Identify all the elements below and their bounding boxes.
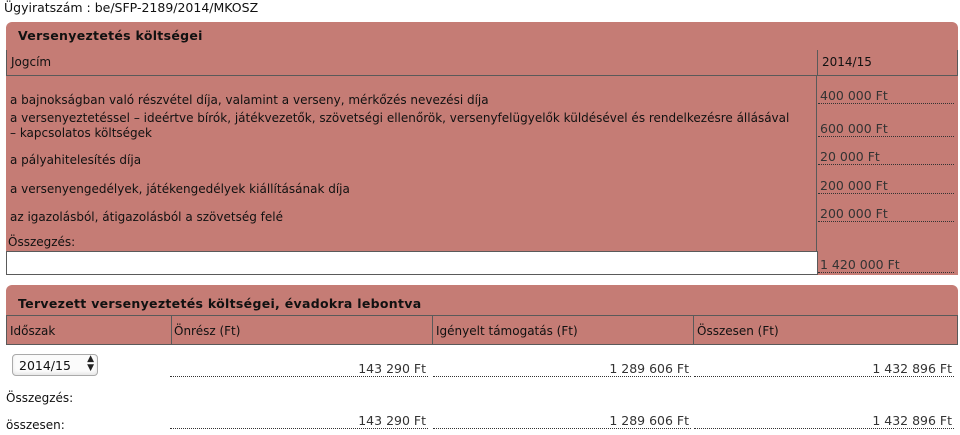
header-divider [432, 316, 433, 344]
costs-panel-title: Versenyeztetés költségei [18, 28, 203, 43]
cost-item-label: az igazolásból, átigazolásból a szövetség felé [10, 210, 283, 224]
costs-total: 1 420 000 Ft [818, 257, 954, 273]
costs-summary-label: Összegzés: [8, 235, 76, 249]
cost-item-amount: 600 000 Ft [818, 121, 954, 137]
planned-panel-title: Tervezett versenyeztetés költségei, évadokra lebontva [18, 296, 422, 311]
sum-own-amount: 143 290 Ft [170, 413, 428, 429]
season-select[interactable] [12, 354, 98, 376]
costs-table-header [6, 50, 958, 76]
costs-summary-row [6, 251, 958, 275]
col-header-total: Összesen (Ft) [697, 324, 779, 338]
requested-amount: 1 289 606 Ft [433, 361, 691, 377]
costs-table-body [6, 76, 958, 251]
header-divider [817, 50, 818, 75]
cost-item-amount: 400 000 Ft [818, 88, 954, 104]
season-select-value: 2014/15 [19, 358, 71, 373]
cost-item-amount: 200 000 Ft [818, 206, 954, 222]
costs-panel-header [6, 22, 958, 50]
header-divider [171, 316, 172, 344]
col-header-own: Önrész (Ft) [174, 324, 241, 338]
col-header-title: Jogcím [11, 55, 52, 69]
col-header-requested: Igényelt támogatás (Ft) [436, 324, 578, 338]
cost-item-label: a versenyeztetéssel – ideértve bírók, játékvezetők, szövetségi ellenőrök, versenyfelügyelők küldésével és rendelkezésre állásával – kapcsolatos költségek [10, 111, 790, 140]
planned-panel-header [6, 285, 958, 315]
planned-sum-label: összesen: [6, 418, 65, 432]
cost-item-amount: 200 000 Ft [818, 178, 954, 194]
cost-item-label: a versenyengedélyek, játékengedélyek kiállításának díja [10, 182, 350, 196]
up-down-arrows-icon: ▲ ▼ [87, 354, 94, 373]
sum-total-amount: 1 432 896 Ft [694, 413, 954, 429]
col-header-season: 2014/15 [822, 55, 872, 69]
planned-summary-label: Összegzés: [6, 391, 74, 405]
total-amount: 1 432 896 Ft [694, 361, 954, 377]
cost-item-amount: 20 000 Ft [818, 149, 954, 165]
case-number: Ügyiratszám : be/SFP-2189/2014/MKOSZ [4, 0, 259, 15]
cost-item-label: a bajnokságban való részvétel díja, valamint a verseny, mérkőzés nevezési díja [10, 93, 489, 107]
sum-requested-amount: 1 289 606 Ft [433, 413, 691, 429]
col-header-period: Időszak [10, 324, 56, 338]
summary-empty-cell [6, 251, 818, 275]
header-divider [693, 316, 694, 344]
cost-item-label: a pályahitelesítés díja [10, 153, 142, 167]
planned-table-header [6, 315, 958, 345]
own-amount: 143 290 Ft [170, 361, 428, 377]
body-divider [816, 76, 817, 251]
